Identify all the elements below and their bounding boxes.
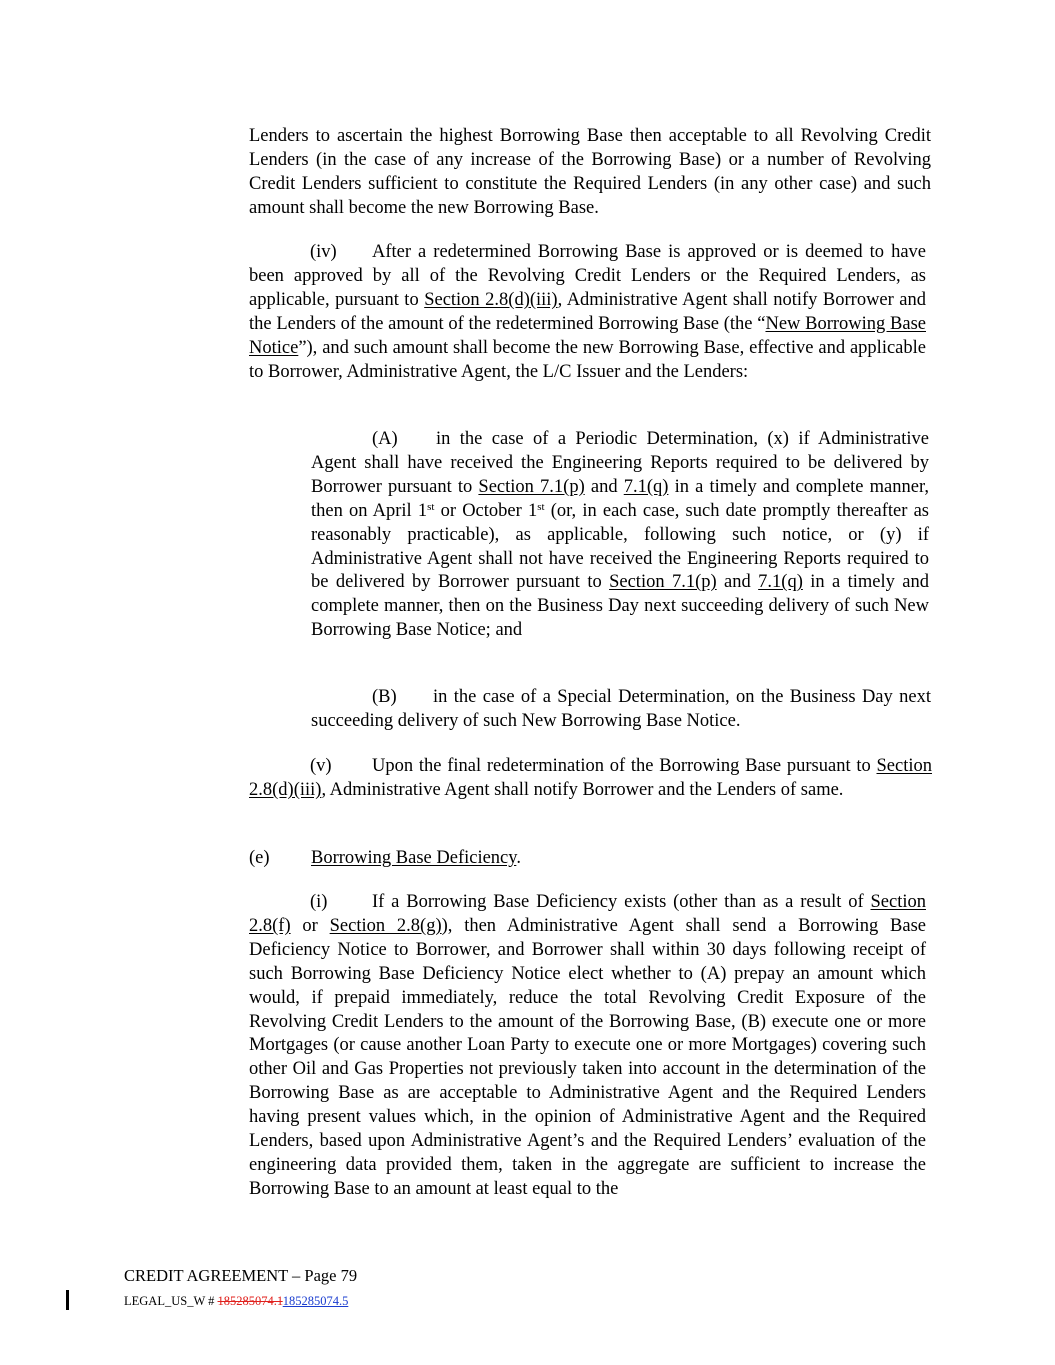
section-heading-e: (e) Borrowing Base Deficiency. xyxy=(249,847,932,871)
section-reference: Section 7.1(p) xyxy=(478,476,585,497)
defined-term: New Borrowing Base Notice xyxy=(249,313,926,358)
inserted-document-id: 185285074.5 xyxy=(282,1294,349,1308)
footer-document-id: LEGAL_US_W # 185285074.1185285074.5 xyxy=(124,1294,349,1308)
paragraph-continuation: Lenders to ascertain the highest Borrowing Base then acceptable to all Revolving Credit Lenders (in the case of any increase of the Borrowing Base) or a number of Revolving Credit Lenders sufficient to constitute the Required Lenders (in any other case) and such amount shall become the new Borrowing Base. xyxy=(249,126,931,218)
paragraph-number: (i) xyxy=(310,892,328,912)
section-reference: 7.1(q) xyxy=(623,476,669,497)
paragraph-v: (v) Upon the final redetermination of the Borrowing Base pursuant to Section 2.8(d)(iii), Administrative Agent shall notify Borrower and the Lenders of same. xyxy=(249,756,932,800)
paragraph-B: (B) in the case of a Special Determination, on the Business Day next succeeding delivery of such New Borrowing Base Notice. xyxy=(311,687,931,731)
footer-page-title: CREDIT AGREEMENT – Page 79 xyxy=(124,1266,358,1285)
paragraph-number: (v) xyxy=(310,756,332,776)
paragraph-number: (e) xyxy=(249,848,270,868)
section-reference: Section 2.8(d)(iii) xyxy=(424,289,558,310)
paragraph-iv: (iv) After a redetermined Borrowing Base is approved or is deemed to have been approved by all of the Revolving Credit Lenders or the Required Lenders, as applicable, pursuant to Section 2.8(d)(iii), Administrative Agent shall notify Borrower and the Lenders of the amount of the redetermined Borrowing Base (the “New Borrowing Base Notice”), and such amount shall become the new Borrowing Base, effective and applicable to Borrower, Administrative Agent, the L/C Issuer and the Lenders: xyxy=(249,242,926,382)
section-heading: Borrowing Base Deficiency xyxy=(311,848,517,868)
section-reference: Section 2.8(d)(iii) xyxy=(249,756,932,800)
section-reference: 7.1(q) xyxy=(758,572,803,593)
section-reference: Section 7.1(p) xyxy=(609,572,717,593)
paragraph-number: (iv) xyxy=(310,242,337,262)
section-reference: Section 2.8(g) xyxy=(329,915,442,936)
paragraph-number: (A) xyxy=(372,429,398,449)
paragraph-A: (A) in the case of a Periodic Determination, (x) if Administrative Agent shall have received the Engineering Reports required to be delivered by Borrower pursuant to Section 7.1(p) and 7.1(q) in a timely and complete manner, then on April 1st or October 1st (or, in each case, such date promptly thereafter as reasonably practicable), as applicable, following such notice, or (y) if Administrative Agent shall not have received the Engineering Reports required to be delivered by Borrower pursuant to Section 7.1(p) and 7.1(q) in a timely and complete manner, then on the Business Day next succeeding delivery of such New Borrowing Base Notice; and xyxy=(311,429,930,641)
deleted-document-id: 185285074.1 xyxy=(217,1294,283,1308)
section-reference: Section 2.8(f) xyxy=(249,892,926,936)
change-bar xyxy=(66,1290,69,1310)
paragraph-number: (B) xyxy=(372,687,397,707)
paragraph-i: (i) If a Borrowing Base Deficiency exists (other than as a result of Section 2.8(f) or Section 2.8(g)), then Administrative Agent shall send a Borrowing Base Deficiency Notice to Borrower, and Borrower shall within 30 days following receipt of such Borrowing Base Deficiency Notice elect whether to (A) prepay an amount which would, if prepaid immediately, reduce the total Revolving Credit Exposure of the Revolving Credit Lenders to the amount of the Borrowing Base, (B) execute one or more Mortgages (or cause another Loan Party to execute one or more Mortgages) covering such other Oil and Gas Properties not previously taken into account in the determination of the Borrowing Base as are acceptable to Administrative Agent and the Required Lenders having present values which, in the opinion of Administrative Agent and the Required Lenders, based upon Administrative Agent’s and the Required Lenders’ evaluation of the engineering data provided them, taken in the aggregate are sufficient to increase the Borrowing Base to an amount at least equal to the xyxy=(249,892,926,1199)
